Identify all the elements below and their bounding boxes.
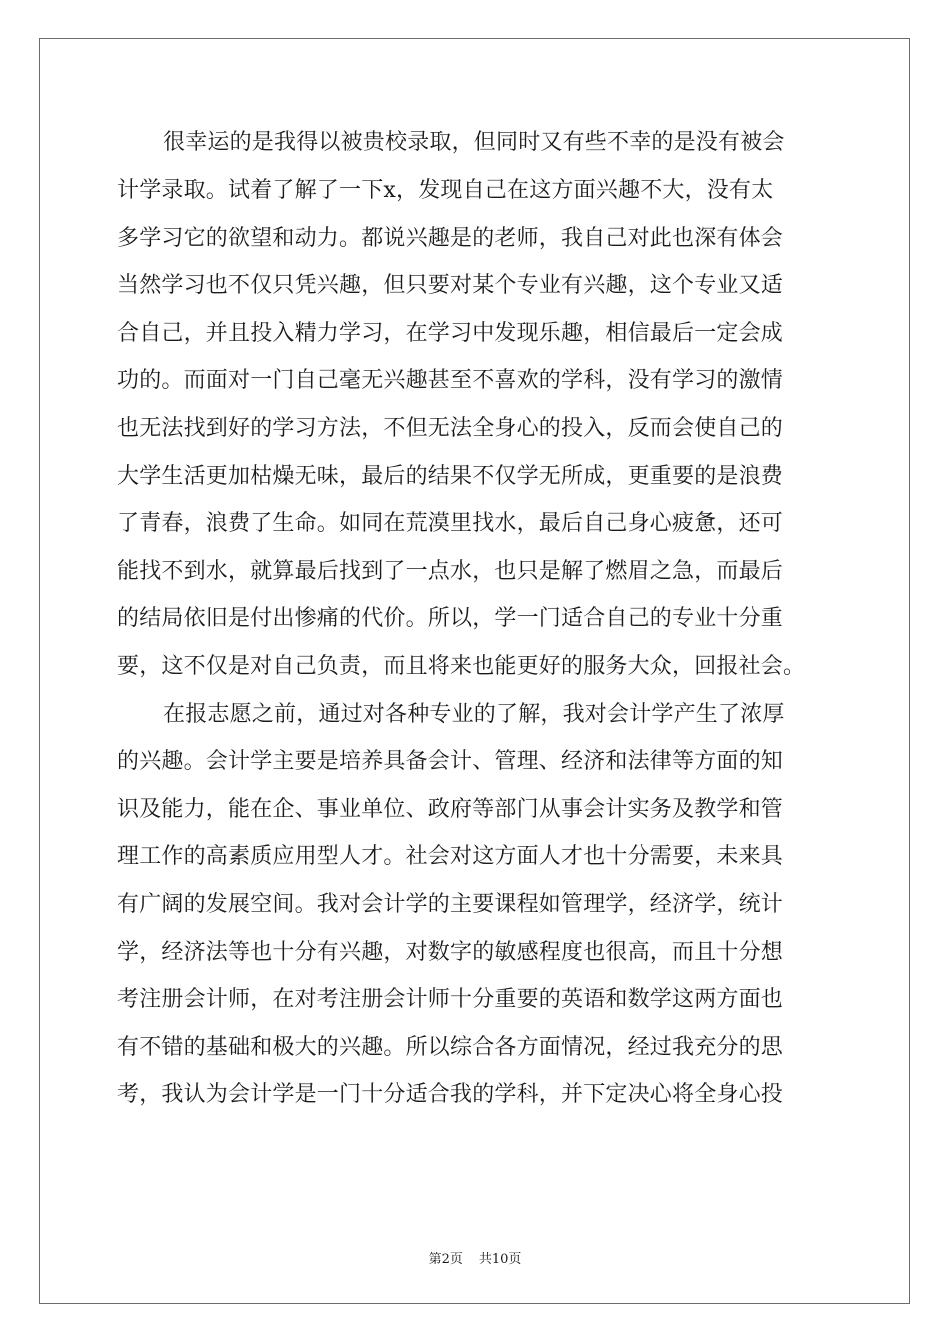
paragraph-2-line-3: 识及能力，能在企、事业单位、政府等部门从事会计实务及教学和管 [117,797,784,822]
paragraph-1-line-4: 当然学习也不仅只凭兴趣，但只要对某个专业有兴趣，这个专业又适 [117,273,784,298]
paragraph-1-line-10: 能找不到水，就算最后找到了一点水，也只是解了燃眉之急，而最后 [117,559,784,584]
page-number-current: 第2页 [428,1252,463,1267]
paragraph-1-line-9: 了青春，浪费了生命。如同在荒漠里找水，最后自己身心疲惫，还可 [117,511,784,536]
paragraph-2-line-1: 在报志愿之前，通过对各种专业的了解，我对会计学产生了浓厚 [163,702,785,727]
paragraph-2-line-7: 考注册会计师，在对考注册会计师十分重要的英语和数学这两方面也 [117,987,784,1012]
paragraph-2-line-2: 的兴趣。会计学主要是培养具备会计、管理、经济和法律等方面的知 [117,749,784,774]
paragraph-1-line-7: 也无法找到好的学习方法，不但无法全身心的投入，反而会使自己的 [117,416,784,441]
paragraph-2-line-8: 有不错的基础和极大的兴趣。所以综合各方面情况，经过我充分的思 [117,1035,784,1060]
paragraph-1-line-2: 计学录取。试着了解了一下x，发现自己在这方面兴趣不大，没有太 [117,178,774,203]
paragraph-1-line-1: 很幸运的是我得以被贵校录取，但同时又有些不幸的是没有被会 [163,130,785,155]
paragraph-2-line-4: 理工作的高素质应用型人才。社会对这方面人才也十分需要，未来具 [117,844,784,869]
page-number-total: 共10页 [478,1252,522,1267]
paragraph-1-line-11: 的结局依旧是付出惨痛的代价。所以，学一门适合自己的专业十分重 [117,606,784,631]
page-footer [0,1248,950,1267]
paragraph-1-line-5: 合自己，并且投入精力学习，在学习中发现乐趣，相信最后一定会成 [117,321,784,346]
paragraph-1-line-6: 功的。而面对一门自己毫无兴趣甚至不喜欢的学科，没有学习的激情 [117,368,784,393]
paragraph-2-line-6: 学，经济法等也十分有兴趣，对数字的敏感程度也很高，而且十分想 [117,940,784,965]
paragraph-1-line-8: 大学生活更加枯燥无味，最后的结果不仅学无所成，更重要的是浪费 [117,464,784,489]
paragraph-2-line-9: 考，我认为会计学是一门十分适合我的学科，并下定决心将全身心投 [117,1082,784,1107]
paragraph-1-line-12: 要，这不仅是对自己负责，而且将来也能更好的服务大众，回报社会。 [117,654,806,679]
paragraph-1-line-3: 多学习它的欲望和动力。都说兴趣是的老师，我自己对此也深有体会 [117,226,784,251]
paragraph-2-line-5: 有广阔的发展空间。我对会计学的主要课程如管理学，经济学，统计 [117,892,784,917]
